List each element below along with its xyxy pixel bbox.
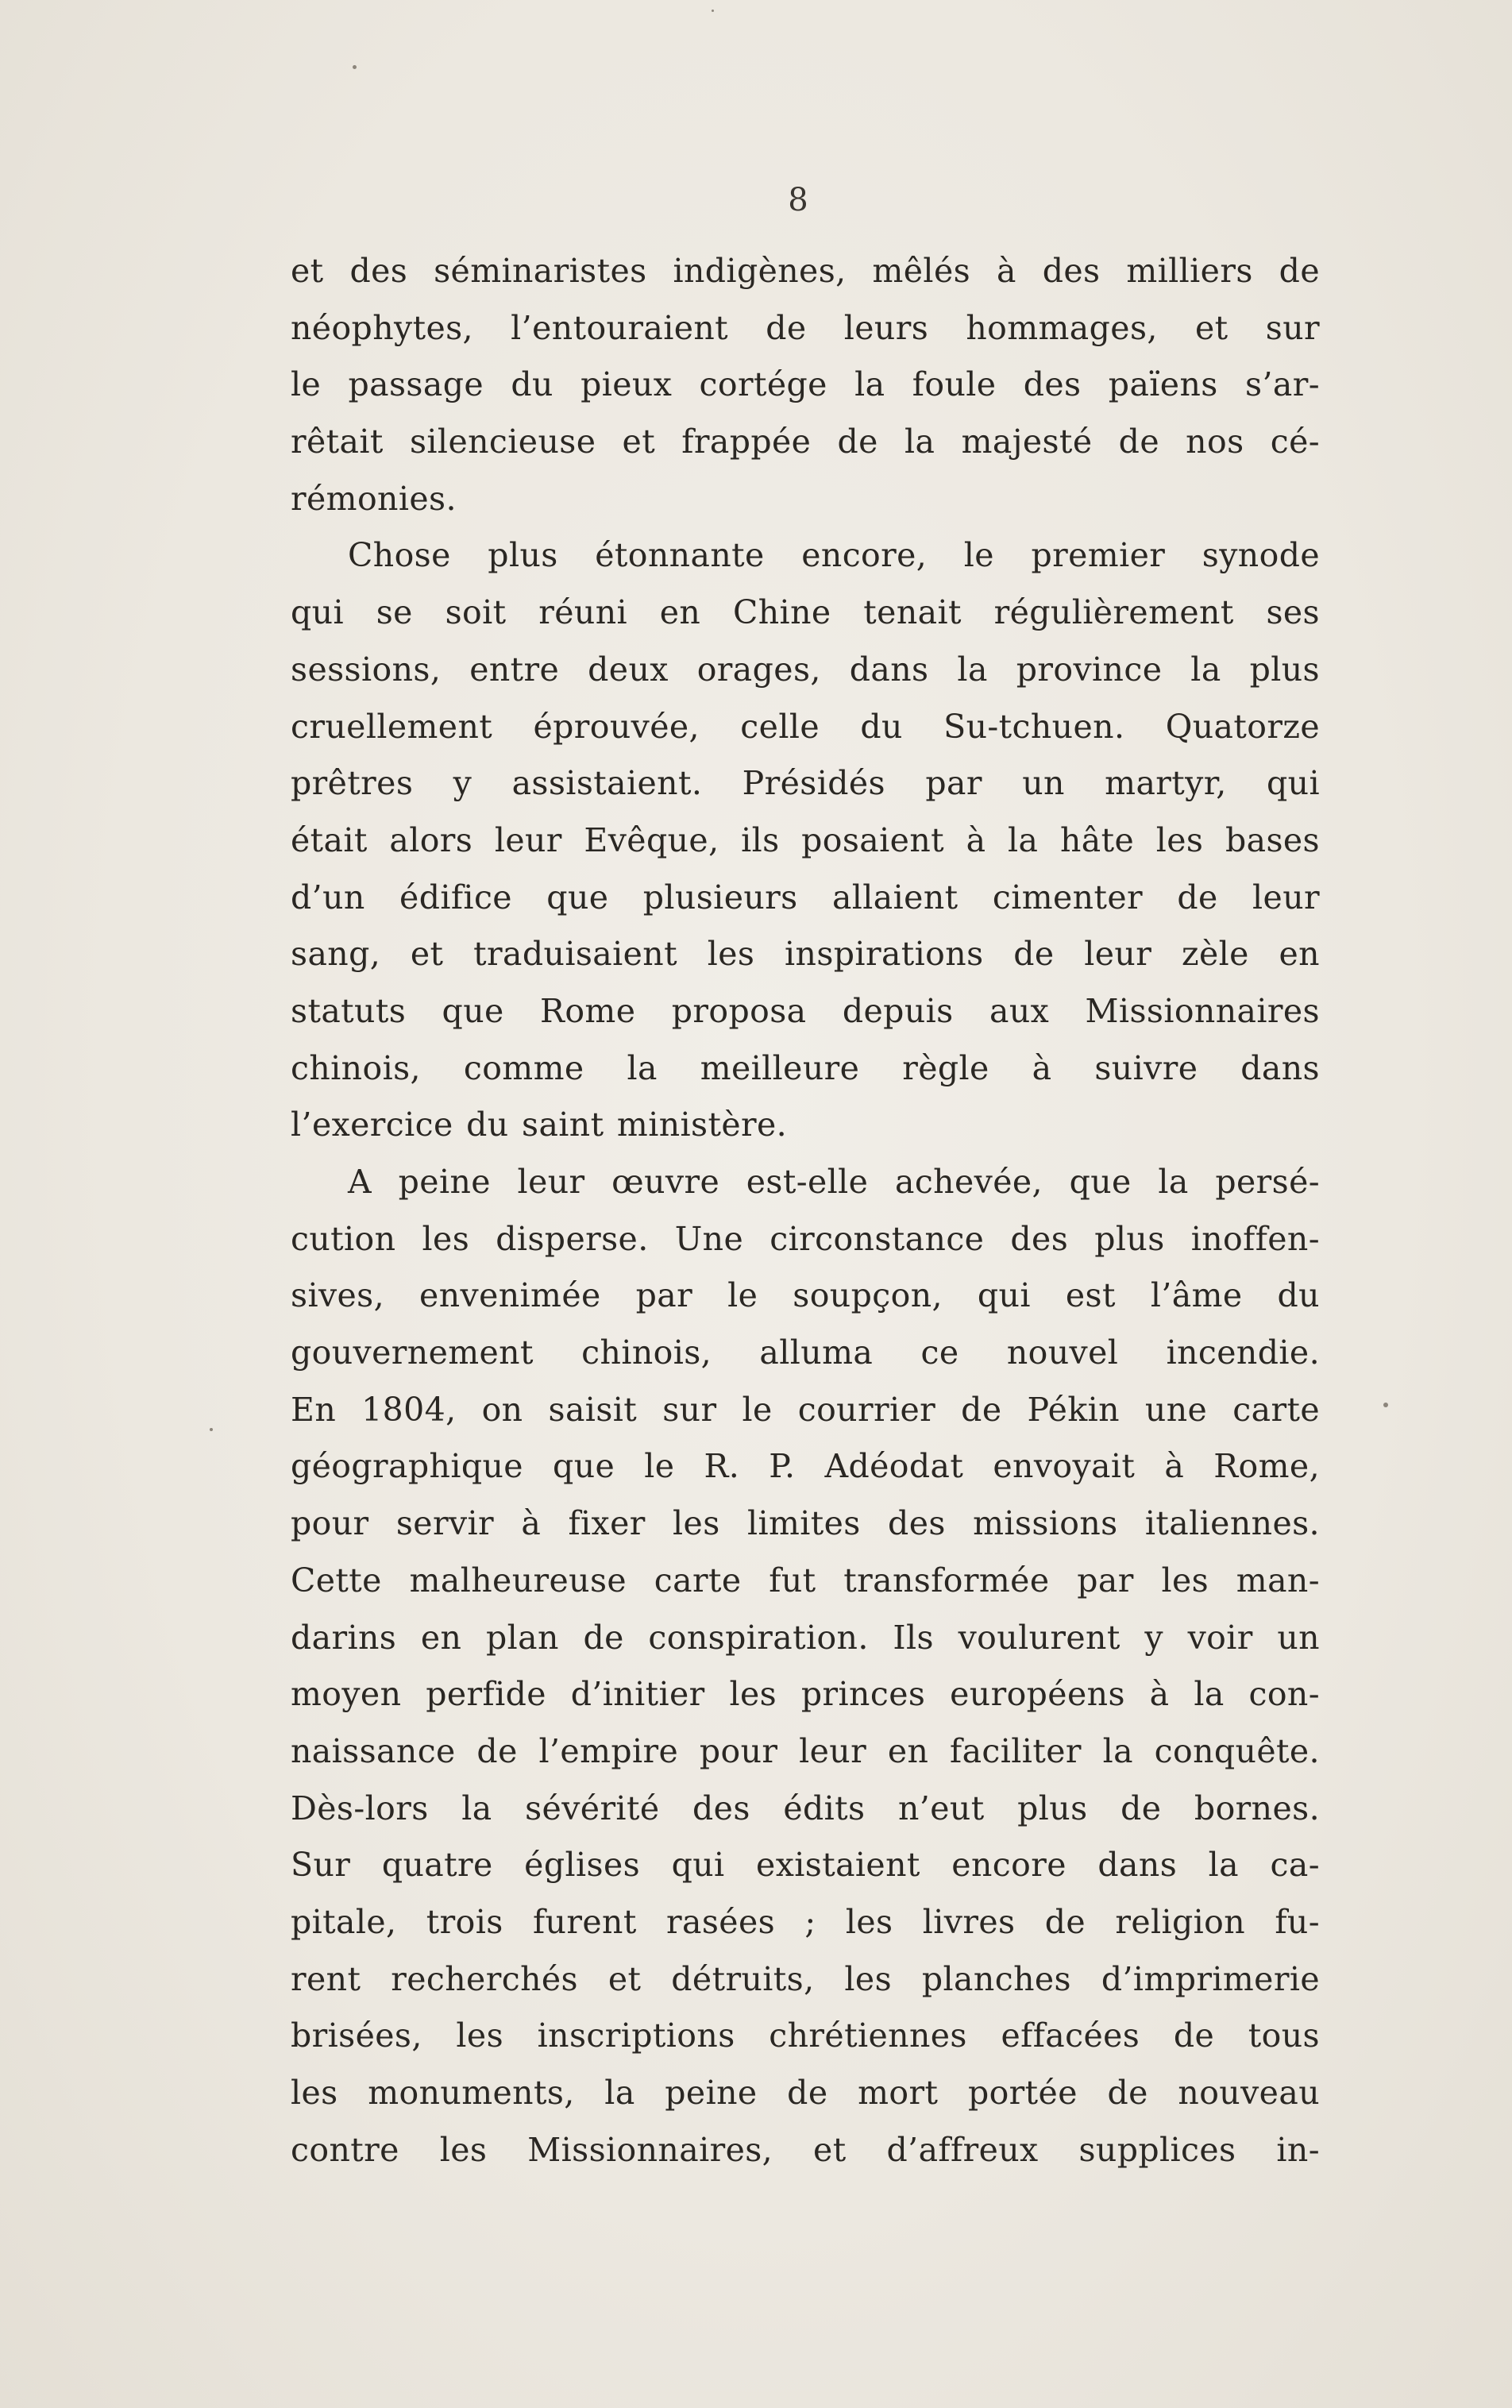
text-line: rémonies. <box>291 479 457 518</box>
text-line: rent recherchés et détruits, les planches d’imprimerie <box>291 1959 1320 1998</box>
text-line: néophytes, l’entouraient de leurs hommages, et sur <box>291 308 1320 347</box>
text-line: pour servir à fixer les limites des missions italiennes. <box>291 1504 1320 1543</box>
text-line: Chose plus étonnante encore, le premier synode <box>348 536 1320 575</box>
text-line: contre les Missionnaires, et d’affreux supplices in- <box>291 2130 1320 2169</box>
body-text <box>291 243 1320 2178</box>
text-line: Cette malheureuse carte fut transformée par les man- <box>291 1561 1320 1600</box>
text-line: naissance de l’empire pour leur en faciliter la conquête. <box>291 1731 1320 1770</box>
text-line: les monuments, la peine de mort portée de nouveau <box>291 2074 1320 2112</box>
text-line: darins en plan de conspiration. Ils voulurent y voir un <box>291 1618 1320 1657</box>
text-line: cruellement éprouvée, celle du Su-tchuen. Quatorze <box>291 707 1320 746</box>
text-line: moyen perfide d’initier les princes européens à la con- <box>291 1675 1320 1714</box>
text-line: sessions, entre deux orages, dans la province la plus <box>291 650 1320 689</box>
text-line: gouvernement chinois, alluma ce nouvel incendie. <box>291 1333 1320 1372</box>
text-line: pitale, trois furent rasées ; les livres de religion fu- <box>291 1902 1320 1941</box>
text-line: Sur quatre églises qui existaient encore dans la ca- <box>291 1846 1320 1885</box>
text-line: d’un édifice que plusieurs allaient cimenter de leur <box>291 878 1320 917</box>
text-line: rêtait silencieuse et frappée de la majesté de nos cé- <box>291 423 1320 461</box>
text-line: le passage du pieux cortége la foule des païens s’ar- <box>291 365 1320 404</box>
paper-speck <box>712 10 714 12</box>
text-line: chinois, comme la meilleure règle à suivre dans <box>291 1048 1320 1087</box>
text-line: En 1804, on saisit sur le courrier de Pékin une carte <box>291 1390 1320 1429</box>
paper-speck <box>1383 1403 1388 1407</box>
text-line: sang, et traduisaient les inspirations de leur zèle en <box>291 935 1320 974</box>
text-line: et des séminaristes indigènes, mêlés à des milliers de <box>291 252 1320 290</box>
text-line: brisées, les inscriptions chrétiennes effacées de tous <box>291 2016 1320 2055</box>
paper-speck <box>353 65 357 69</box>
text-line: statuts que Rome proposa depuis aux Missionnaires <box>291 991 1320 1030</box>
text-line: l’exercice du saint ministère. <box>291 1106 788 1144</box>
text-line: cution les disperse. Une circonstance des plus inoffen- <box>291 1219 1320 1258</box>
text-line: prêtres y assistaient. Présidés par un martyr, qui <box>291 764 1320 803</box>
text-line: sives, envenimée par le soupçon, qui est l’âme du <box>291 1276 1320 1315</box>
paper-speck <box>210 1428 213 1431</box>
text-line: était alors leur Evêque, ils posaient à la hâte les bases <box>291 820 1320 859</box>
text-line: A peine leur œuvre est-elle achevée, que la persé- <box>348 1163 1320 1201</box>
text-line: qui se soit réuni en Chine tenait régulièrement ses <box>291 593 1320 632</box>
text-line: géographique que le R. P. Adéodat envoyait à Rome, <box>291 1447 1320 1486</box>
text-line: Dès-lors la sévérité des édits n’eut plus de bornes. <box>291 1789 1320 1827</box>
page-number: 8 <box>788 182 808 218</box>
